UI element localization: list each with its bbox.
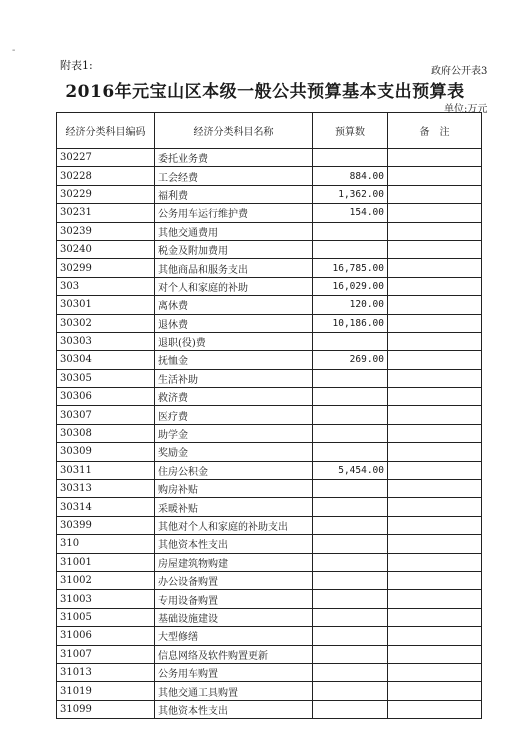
row-note-cell: [388, 332, 482, 350]
row-amount-cell: 16,029.00: [313, 277, 388, 295]
table-row: [57, 461, 482, 479]
row-note-cell: [388, 535, 482, 553]
table-row: [57, 424, 482, 442]
row-code-cell: 30311: [57, 461, 155, 479]
row-name-cell: 抚恤金: [155, 351, 313, 369]
table-header-row: [57, 113, 482, 149]
row-code-cell: 30227: [57, 149, 155, 167]
row-name-cell: 大型修缮: [155, 627, 313, 645]
row-name-cell: 离休费: [155, 296, 313, 314]
row-note-cell: [388, 590, 482, 608]
row-amount-cell: [313, 388, 388, 406]
row-name-cell: 助学金: [155, 424, 313, 442]
row-amount-cell: 154.00: [313, 204, 388, 222]
row-code-cell: 31005: [57, 608, 155, 626]
table-row: [57, 185, 482, 203]
row-note-cell: [388, 240, 482, 258]
row-name-cell: 福利费: [155, 185, 313, 203]
row-amount-cell: [313, 627, 388, 645]
row-code-cell: 31002: [57, 571, 155, 589]
row-code-cell: 30229: [57, 185, 155, 203]
row-code-cell: 30239: [57, 222, 155, 240]
row-code-cell: 30303: [57, 332, 155, 350]
row-amount-cell: 1,362.00: [313, 185, 388, 203]
row-name-cell: 专用设备购置: [155, 590, 313, 608]
table-row: [57, 259, 482, 277]
row-note-cell: [388, 185, 482, 203]
row-amount-cell: 10,186.00: [313, 314, 388, 332]
column-header-code: 经济分类科目编码: [57, 113, 155, 149]
table-row: [57, 314, 482, 332]
row-name-cell: 医疗费: [155, 406, 313, 424]
table-row: [57, 388, 482, 406]
table-row: [57, 498, 482, 516]
row-name-cell: 奖励金: [155, 443, 313, 461]
column-header-note: 备 注: [388, 113, 482, 149]
row-amount-cell: [313, 571, 388, 589]
row-amount-cell: [313, 443, 388, 461]
table-row: [57, 369, 482, 387]
row-note-cell: [388, 277, 482, 295]
row-code-cell: 30302: [57, 314, 155, 332]
table-row: [57, 204, 482, 222]
row-code-cell: 310: [57, 535, 155, 553]
row-code-cell: 31006: [57, 627, 155, 645]
row-code-cell: 30306: [57, 388, 155, 406]
budget-table: [56, 112, 482, 719]
row-code-cell: 31099: [57, 700, 155, 718]
row-name-cell: 其他资本性支出: [155, 700, 313, 718]
row-amount-cell: [313, 516, 388, 534]
row-note-cell: [388, 388, 482, 406]
table-row: [57, 406, 482, 424]
row-name-cell: 公务用车运行维护费: [155, 204, 313, 222]
row-amount-cell: [313, 149, 388, 167]
row-note-cell: [388, 443, 482, 461]
row-name-cell: 生活补助: [155, 369, 313, 387]
table-row: [57, 608, 482, 626]
row-note-cell: [388, 149, 482, 167]
row-amount-cell: [313, 663, 388, 681]
row-note-cell: [388, 498, 482, 516]
table-row: [57, 480, 482, 498]
row-note-cell: [388, 516, 482, 534]
table-row: [57, 332, 482, 350]
row-note-cell: [388, 480, 482, 498]
row-note-cell: [388, 314, 482, 332]
row-note-cell: [388, 553, 482, 571]
row-name-cell: 基础设施建设: [155, 608, 313, 626]
row-amount-cell: [313, 590, 388, 608]
table-row: [57, 149, 482, 167]
row-code-cell: 30299: [57, 259, 155, 277]
row-name-cell: 公务用车购置: [155, 663, 313, 681]
row-amount-cell: [313, 406, 388, 424]
page-title: 2016年元宝山区本级一般公共预算基本支出预算表: [65, 82, 465, 102]
row-code-cell: 30240: [57, 240, 155, 258]
row-code-cell: 30304: [57, 351, 155, 369]
table-row: [57, 351, 482, 369]
table-row: [57, 571, 482, 589]
row-amount-cell: 5,454.00: [313, 461, 388, 479]
row-code-cell: 30399: [57, 516, 155, 534]
table-row: [57, 553, 482, 571]
attachment-label: 附表1:: [60, 59, 93, 72]
unit-label: 单位:万元: [444, 104, 488, 115]
row-name-cell: 住房公积金: [155, 461, 313, 479]
row-name-cell: 税金及附加费用: [155, 240, 313, 258]
row-name-cell: 房屋建筑物购建: [155, 553, 313, 571]
row-name-cell: 其他资本性支出: [155, 535, 313, 553]
row-note-cell: [388, 461, 482, 479]
margin-mark: -: [12, 45, 16, 56]
table-code: 政府公开表3: [431, 66, 488, 77]
row-name-cell: 信息网络及软件购置更新: [155, 645, 313, 663]
row-note-cell: [388, 663, 482, 681]
row-note-cell: [388, 627, 482, 645]
row-code-cell: 30313: [57, 480, 155, 498]
row-amount-cell: [313, 535, 388, 553]
row-note-cell: [388, 424, 482, 442]
row-code-cell: 31003: [57, 590, 155, 608]
row-code-cell: 30309: [57, 443, 155, 461]
row-code-cell: 30301: [57, 296, 155, 314]
row-code-cell: 30305: [57, 369, 155, 387]
row-code-cell: 30231: [57, 204, 155, 222]
column-header-amount: 预算数: [313, 113, 388, 149]
table-row: [57, 700, 482, 718]
row-name-cell: 委托业务费: [155, 149, 313, 167]
row-name-cell: 其他交通费用: [155, 222, 313, 240]
row-name-cell: 购房补贴: [155, 480, 313, 498]
table-row: [57, 167, 482, 185]
row-amount-cell: [313, 369, 388, 387]
row-note-cell: [388, 682, 482, 700]
table-row: [57, 516, 482, 534]
row-note-cell: [388, 700, 482, 718]
row-code-cell: 31013: [57, 663, 155, 681]
row-code-cell: 30314: [57, 498, 155, 516]
row-name-cell: 其他商品和服务支出: [155, 259, 313, 277]
row-name-cell: 对个人和家庭的补助: [155, 277, 313, 295]
row-name-cell: 救济费: [155, 388, 313, 406]
row-name-cell: 其他交通工具购置: [155, 682, 313, 700]
row-code-cell: 303: [57, 277, 155, 295]
table-row: [57, 627, 482, 645]
table-row: [57, 663, 482, 681]
table-row: [57, 296, 482, 314]
row-code-cell: 30228: [57, 167, 155, 185]
row-amount-cell: 16,785.00: [313, 259, 388, 277]
row-amount-cell: [313, 608, 388, 626]
row-name-cell: 办公设备购置: [155, 571, 313, 589]
row-note-cell: [388, 167, 482, 185]
row-name-cell: 采暖补贴: [155, 498, 313, 516]
table-row: [57, 682, 482, 700]
row-amount-cell: [313, 480, 388, 498]
table-row: [57, 240, 482, 258]
row-name-cell: 退职(役)费: [155, 332, 313, 350]
row-note-cell: [388, 571, 482, 589]
row-amount-cell: [313, 222, 388, 240]
row-code-cell: 30308: [57, 424, 155, 442]
row-name-cell: 工会经费: [155, 167, 313, 185]
row-amount-cell: [313, 332, 388, 350]
table-row: [57, 535, 482, 553]
row-note-cell: [388, 608, 482, 626]
row-amount-cell: [313, 700, 388, 718]
row-code-cell: 31001: [57, 553, 155, 571]
row-name-cell: 退休费: [155, 314, 313, 332]
table-row: [57, 590, 482, 608]
row-amount-cell: [313, 682, 388, 700]
row-name-cell: 其他对个人和家庭的补助支出: [155, 516, 313, 534]
row-note-cell: [388, 351, 482, 369]
row-note-cell: [388, 369, 482, 387]
table-row: [57, 645, 482, 663]
row-note-cell: [388, 222, 482, 240]
row-amount-cell: [313, 645, 388, 663]
row-note-cell: [388, 296, 482, 314]
row-note-cell: [388, 259, 482, 277]
table-body: [57, 149, 482, 719]
table-row: [57, 443, 482, 461]
row-amount-cell: [313, 553, 388, 571]
row-amount-cell: [313, 498, 388, 516]
row-amount-cell: 120.00: [313, 296, 388, 314]
row-code-cell: 31007: [57, 645, 155, 663]
row-code-cell: 31019: [57, 682, 155, 700]
row-code-cell: 30307: [57, 406, 155, 424]
table-row: [57, 277, 482, 295]
table-row: [57, 222, 482, 240]
row-note-cell: [388, 645, 482, 663]
column-header-name: 经济分类科目名称: [155, 113, 313, 149]
row-amount-cell: [313, 240, 388, 258]
row-note-cell: [388, 406, 482, 424]
row-amount-cell: 884.00: [313, 167, 388, 185]
row-amount-cell: 269.00: [313, 351, 388, 369]
row-note-cell: [388, 204, 482, 222]
row-amount-cell: [313, 424, 388, 442]
